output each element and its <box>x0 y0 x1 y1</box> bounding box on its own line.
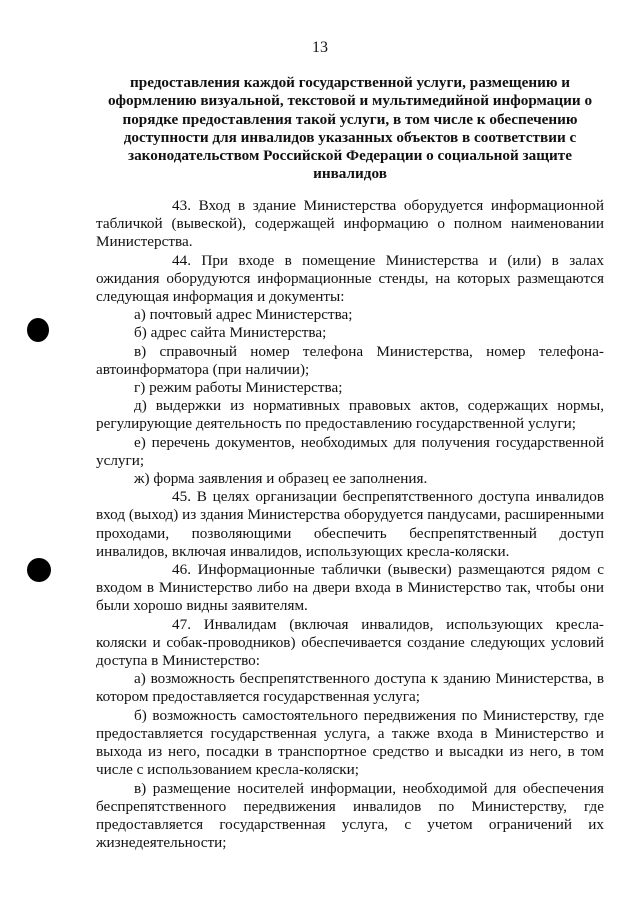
list-item <box>96 379 604 397</box>
list-item-text: в) размещение носителей информации, необходимой для обеспечения беспрепятственного передвижения инвалидов по Министерству, где предоставляется государственная услуга, с учетом ограничений их жизнедеятельности; <box>96 779 604 852</box>
list-item-text: е) перечень документов, необходимых для получения государственной услуги; <box>96 433 604 469</box>
list-item-text: д) выдержки из нормативных правовых актов, содержащих нормы, регулирующие деятельность по предоставлению государственной услуги; <box>96 397 604 433</box>
list-item-text: ж) форма заявления и образец ее заполнения. <box>134 470 428 488</box>
list-item <box>96 306 604 324</box>
paragraph-text: При входе в помещение Министерства и (или) в залах ожидания оборудуются информационные стенды, на которых размещаются следующая информация и документы: <box>96 251 605 306</box>
page-number: 13 <box>312 39 328 56</box>
paragraph-text: Вход в здание Министерства оборудуется информационной табличкой (вывеской), содержащей информацию о полном наименовании Министерства. <box>96 197 604 251</box>
paragraph-43 <box>96 197 604 252</box>
heading-line: оформлению визуальной, текстовой и мультимедийной информации о <box>107 92 593 110</box>
punch-hole-bottom <box>27 558 51 582</box>
list-item-text: б) адрес сайта Министерства; <box>134 324 327 342</box>
heading-line: предоставления каждой государственной услуги, размещению и <box>130 74 570 91</box>
punch-hole-top <box>27 318 49 342</box>
heading-line: доступности для инвалидов указанных объектов в соответствии с <box>123 128 577 146</box>
heading-line: инвалидов <box>313 165 387 183</box>
paragraph-45 <box>96 488 604 561</box>
heading-line: законодательством Российской Федерации о социальной защите <box>127 147 572 165</box>
paragraph-number: 46. <box>172 561 191 579</box>
list-item-text: в) справочный номер телефона Министерства, номер телефона-автоинформатора (при наличии); <box>96 342 604 378</box>
paragraph-number: 47. <box>172 615 191 633</box>
paragraph-47 <box>96 616 604 671</box>
paragraph-46 <box>96 561 604 616</box>
section-heading <box>96 74 604 184</box>
list-item-text: а) почтовый адрес Министерства; <box>134 306 353 324</box>
list-item <box>96 670 604 706</box>
list-item-text: а) возможность беспрепятственного доступа к зданию Министерства, в котором предоставляется государственная услуга; <box>96 670 604 706</box>
list-item <box>96 324 604 342</box>
heading-line: порядке предоставления такой услуги, в том числе к обеспечению <box>122 110 578 128</box>
paragraph-number: 45. <box>172 488 191 506</box>
paragraph-text: Инвалидам (включая инвалидов, использующих кресла-коляски и собак-проводников) обеспечивается создание следующих условий доступа в Министерство: <box>96 615 604 670</box>
list-item-text: г) режим работы Министерства; <box>134 379 343 397</box>
paragraph-text: Информационные таблички (вывески) размещаются рядом с входом в Министерство либо на двери входа в Министерство так, чтобы они были хорошо видны заявителям. <box>96 561 604 615</box>
paragraph-number: 44. <box>172 251 191 269</box>
list-item <box>96 780 604 853</box>
paragraph-text: В целях организации беспрепятственного доступа инвалидов вход (выход) из здания Министерства оборудуется пандусами, расширенными проходами, позволяющими обеспечить беспрепятственный доступ инвалидов, включая инвалидов, использующих кресла-коляски. <box>96 488 604 560</box>
list-item <box>96 707 604 780</box>
paragraph-44 <box>96 252 604 307</box>
paragraph-number: 43. <box>172 197 191 214</box>
list-item <box>96 434 604 470</box>
list-item <box>96 397 604 433</box>
document-body <box>96 197 604 852</box>
list-item <box>96 343 604 379</box>
list-item <box>96 470 604 488</box>
list-item-text: б) возможность самостоятельного передвижения по Министерству, где предоставляется государственная услуга, а также входа в Министерство и выхода из него, посадки в транспортное средство и высадки из него, в том числе с использованием кресла-коляски; <box>96 706 604 779</box>
